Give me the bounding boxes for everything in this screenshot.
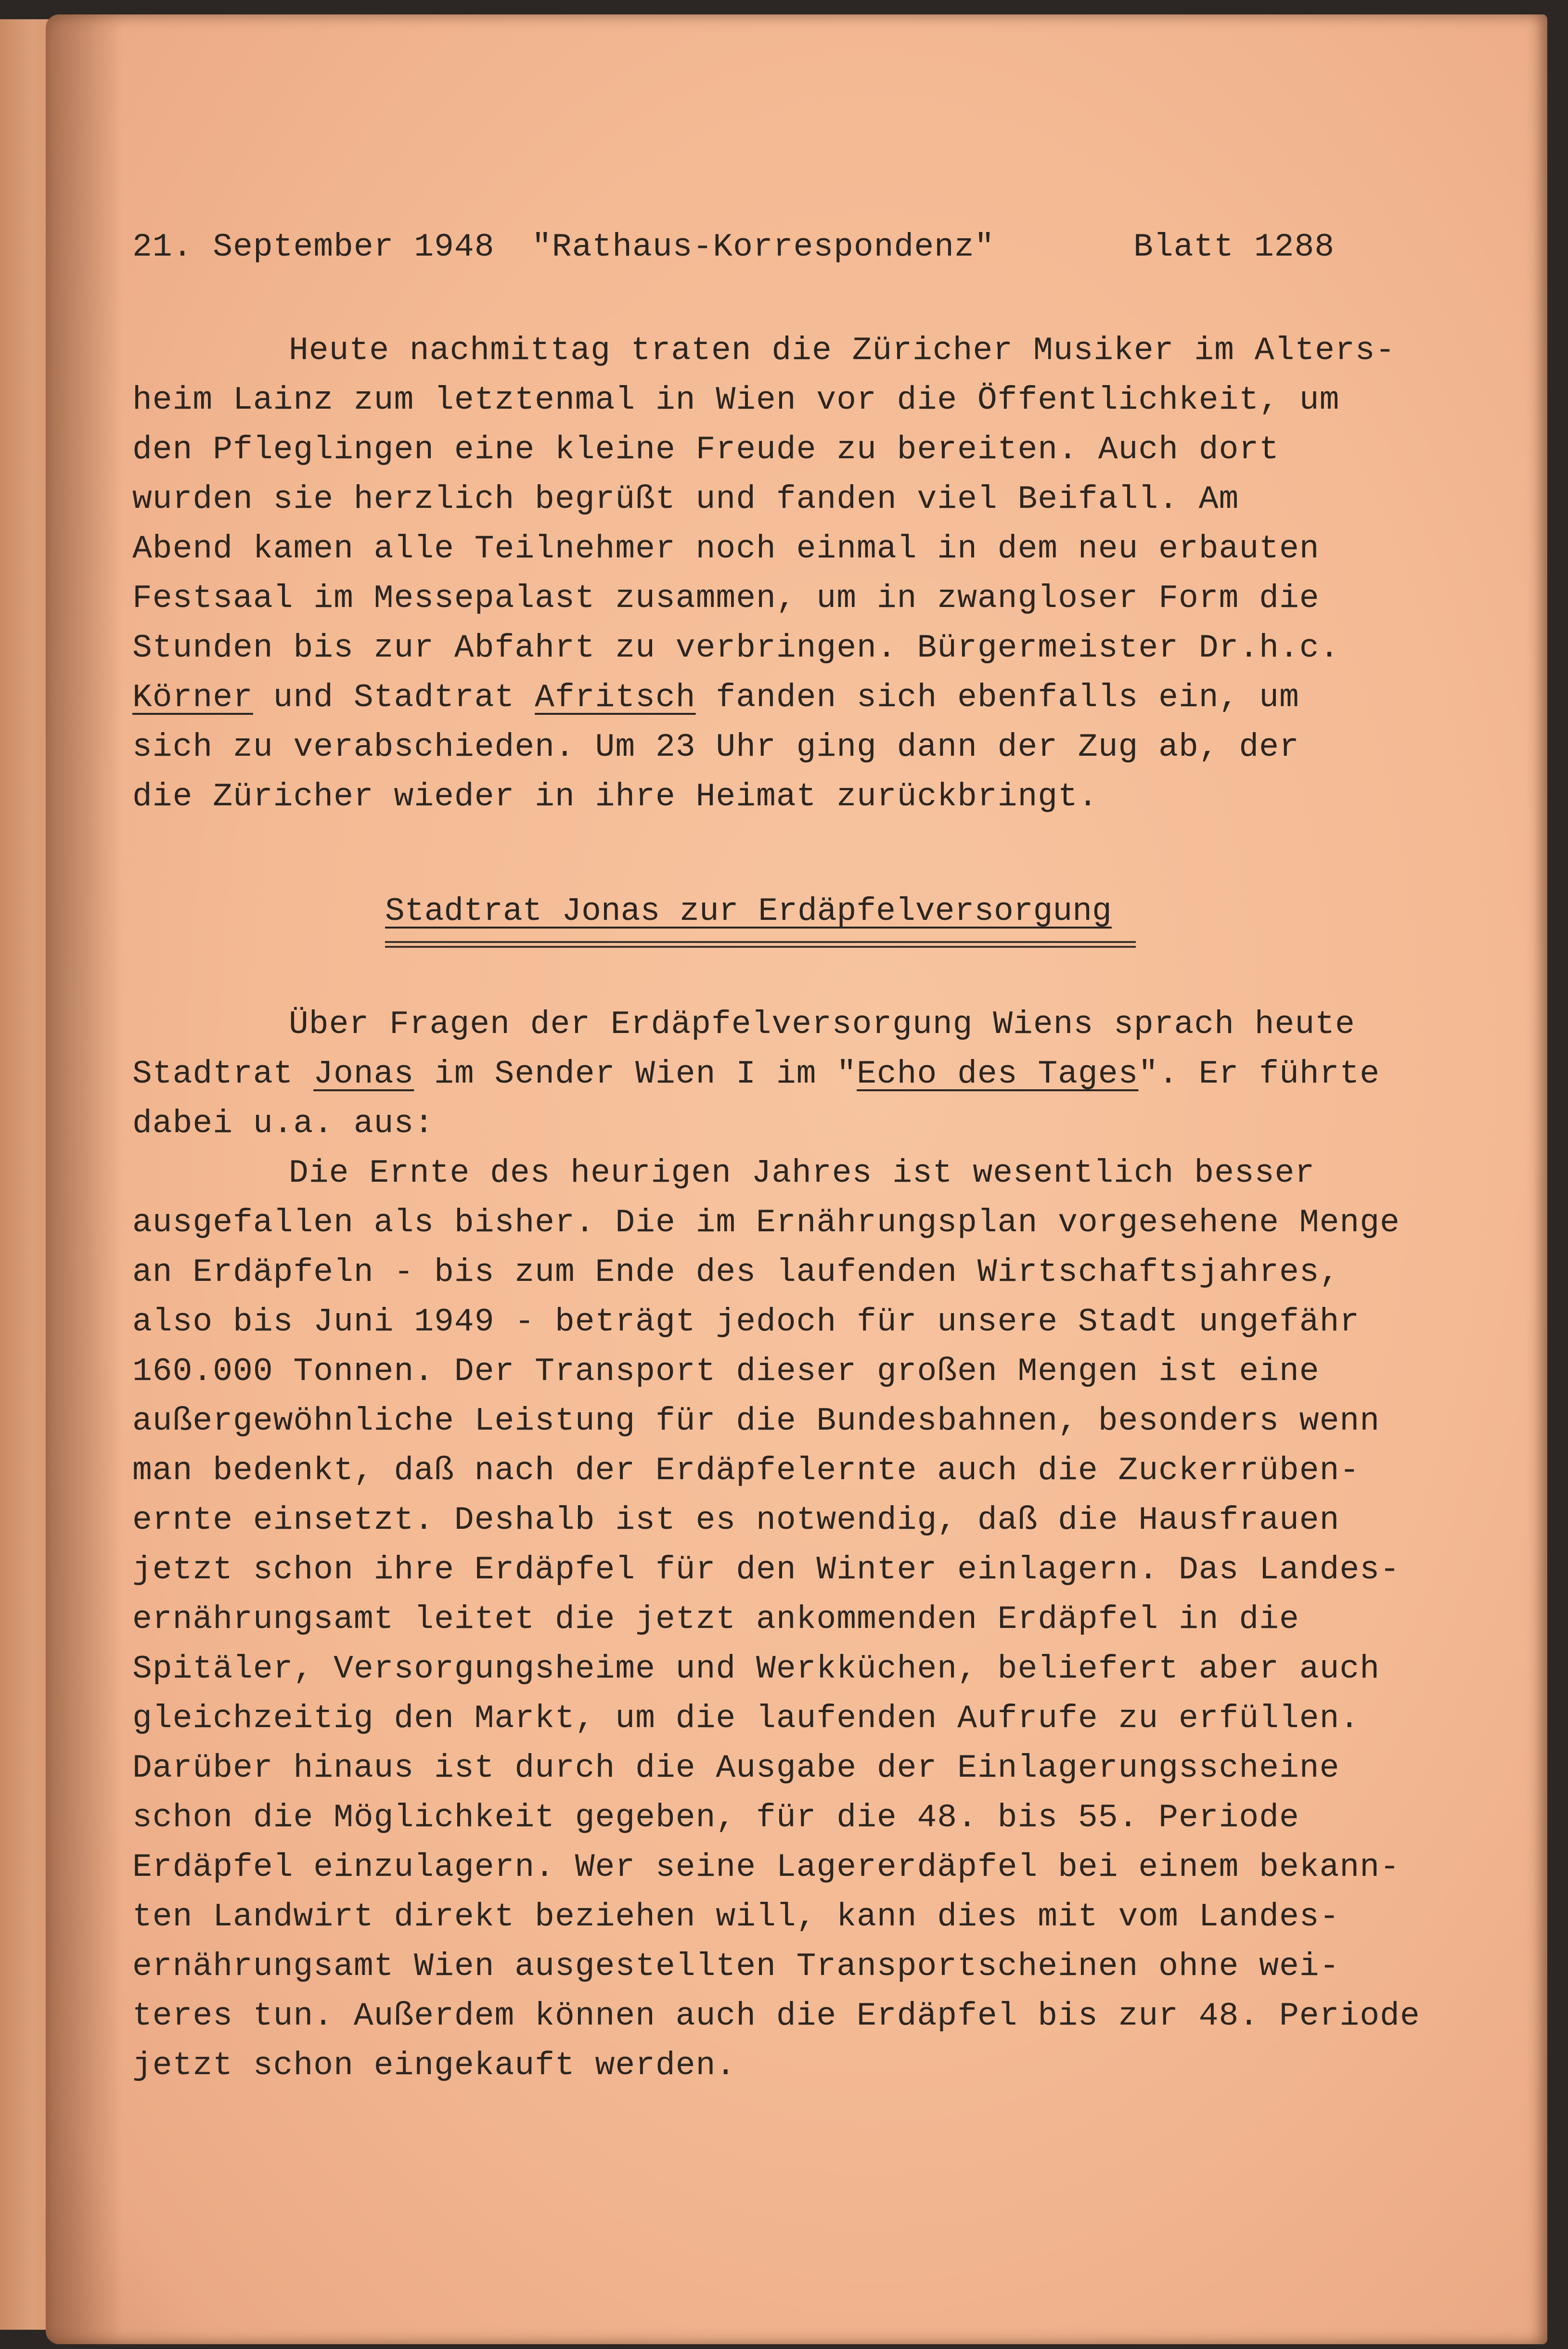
underlined-koerner: Körner (132, 679, 253, 716)
para2-line: dabei u.a. aus: (132, 1105, 435, 1142)
para1-line: Stunden bis zur Abfahrt zu verbringen. Bürgermeister Dr.h.c. (132, 630, 1340, 667)
para3-line: schon die Möglichkeit gegeben, für die 48. bis 55. Periode (132, 1799, 1299, 1836)
heading-double-rule (385, 941, 1136, 943)
para3-line: ten Landwirt direkt beziehen will, kann dies mit vom Landes- (132, 1898, 1340, 1936)
para3-line: gleichzeitig den Markt, um die laufenden Aufrufe zu erfüllen. (132, 1700, 1360, 1737)
para3-line: man bedenkt, daß nach der Erdäpfelernte auch die Zuckerrüben- (132, 1452, 1360, 1489)
gutter-shadow (46, 14, 123, 2344)
para3-line: Erdäpfel einzulagern. Wer seine Lagererdäpfel bei einem bekann- (132, 1849, 1400, 1886)
para3-line: Spitäler, Versorgungsheime und Werkküchen, beliefert aber auch (132, 1651, 1380, 1688)
para3-line: jetzt schon ihre Erdäpfel für den Winter einlagern. Das Landes- (132, 1551, 1400, 1588)
page-header (132, 231, 1345, 270)
header-publication: "Rathaus-Korrespondenz" (532, 229, 995, 266)
para3-line: Die Ernte des heurigen Jahres ist wesentlich besser (289, 1155, 1315, 1192)
underlined-afritsch: Afritsch (535, 679, 696, 716)
para3-line: ernährungsamt leitet die jetzt ankommenden Erdäpfel in die (132, 1601, 1299, 1638)
para1-line: heim Lainz zum letztenmal in Wien vor die Öffentlichkeit, um (132, 382, 1340, 419)
para3-line: ernährungsamt Wien ausgestellten Transportscheinen ohne wei- (132, 1948, 1340, 1985)
header-date: 21. September 1948 (132, 229, 495, 266)
para1-line: den Pfleglingen eine kleine Freude zu bereiten. Auch dort (132, 431, 1279, 468)
para1-line-with-underlines: Körner und Stadtrat Afritsch fanden sich ebenfalls ein, um (132, 679, 1299, 716)
para3-line: also bis Juni 1949 - beträgt jedoch für unsere Stadt ungefähr (132, 1304, 1360, 1341)
para1-line: Abend kamen alle Teilnehmer noch einmal in dem neu erbauten (132, 530, 1320, 568)
para3-line: teres tun. Außerdem können auch die Erdäpfel bis zur 48. Periode (132, 1998, 1420, 2035)
para1-line: sich zu verabschieden. Um 23 Uhr ging dann der Zug ab, der (132, 729, 1299, 766)
underlined-jonas: Jonas (313, 1056, 414, 1093)
para2-line-with-underlines: Stadtrat Jonas im Sender Wien I im "Echo des Tages". Er führte (132, 1056, 1380, 1093)
para1-line: die Züricher wieder in ihre Heimat zurückbringt. (132, 778, 1098, 815)
para1-line: Heute nachmittag traten die Züricher Musiker im Alters- (289, 332, 1396, 369)
underlined-echo-des-tages: Echo des Tages (857, 1056, 1139, 1093)
para3-line: außergewöhnliche Leistung für die Bundesbahnen, besonders wenn (132, 1403, 1380, 1440)
para2-line: Über Fragen der Erdäpfelversorgung Wiens sprach heute (289, 1006, 1355, 1043)
para3-line: Darüber hinaus ist durch die Ausgabe der Einlagerungsscheine (132, 1750, 1340, 1787)
para3-line: ausgefallen als bisher. Die im Ernährungsplan vorgesehene Menge (132, 1204, 1400, 1241)
section-heading: Stadtrat Jonas zur Erdäpfelversorgung (385, 893, 1112, 930)
heading-double-rule (385, 946, 1136, 948)
para1-line: wurden sie herzlich begrüßt und fanden viel Beifall. Am (132, 481, 1239, 518)
para3-line: jetzt schon eingekauft werden. (132, 2047, 736, 2084)
para3-line: ernte einsetzt. Deshalb ist es notwendig, daß die Hausfrauen (132, 1502, 1340, 1539)
para1-line: Festsaal im Messepalast zusammen, um in zwangloser Form die (132, 580, 1320, 617)
header-sheet-number: Blatt 1288 (1133, 229, 1335, 266)
para3-line: an Erdäpfeln - bis zum Ende des laufenden Wirtschaftsjahres, (132, 1254, 1340, 1291)
para3-line: 160.000 Tonnen. Der Transport dieser großen Mengen ist eine (132, 1353, 1320, 1390)
